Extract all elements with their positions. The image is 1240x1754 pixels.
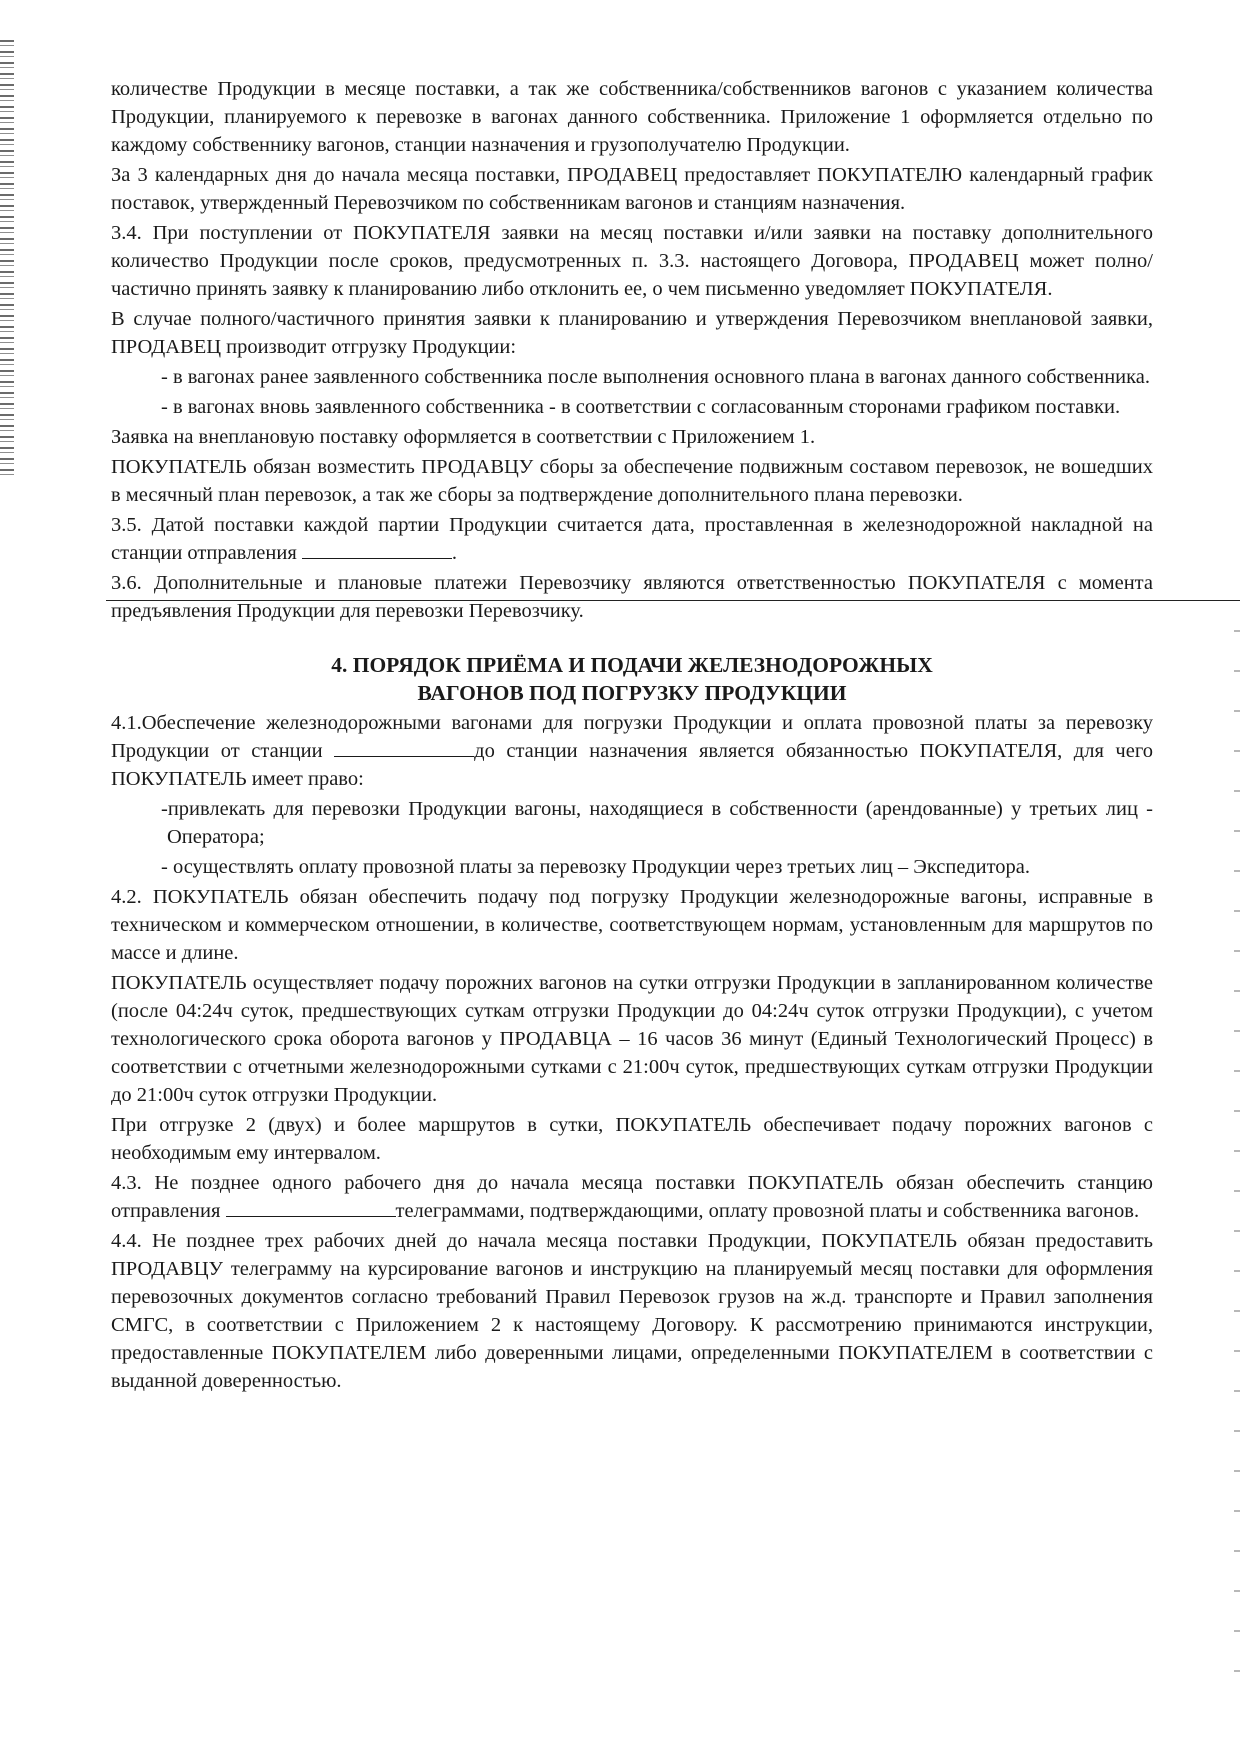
blank-field-departure-station-2 <box>226 1198 396 1217</box>
paragraph-3-6: 3.6. Дополнительные и плановые платежи Перевозчику являются ответственностью ПОКУПАТЕЛЯ с момента предъявления Продукции для перевозки Перевозчику. <box>111 572 1153 622</box>
paragraph-delivery-schedule: За 3 календарных дня до начала месяца поставки, ПРОДАВЕЦ предоставляет ПОКУПАТЕЛЮ календарный график поставок, утвержденный Перевозчиком по собственникам вагонов и станциям назначения. <box>111 164 1153 214</box>
paragraph-4-1-text: 4.1.Обеспечение железнодорожными вагонами для погрузки Продукции и оплата провозной платы за перевозку Продукции от станции <box>111 712 1153 762</box>
paragraph-4-3-text-end: телеграммами, подтверждающими, оплату провозной платы и собственника вагонов. <box>395 1200 1140 1222</box>
paragraph-3-5-end: . <box>451 542 458 564</box>
paragraph-fees-compensation: ПОКУПАТЕЛЬ обязан возместить ПРОДАВЦУ сборы за обеспечение подвижным составом перевозок, не вошедших в месячный план перевозок, а так же сборы за подтверждение дополнительного плана перевозки. <box>111 456 1153 506</box>
scan-artifact-right <box>1234 630 1240 1690</box>
list-item-forwarder: - осуществлять оплату провозной платы за перевозку Продукции через третьих лиц – Экспедитора. <box>161 856 1030 878</box>
paragraph-4-1 <box>111 709 1153 793</box>
paragraph-3-5-text: 3.5. Датой поставки каждой партии Продукции считается дата, проставленная в железнодорожной накладной на станции отправления <box>111 514 1153 564</box>
list-item-operator: -привлекать для перевозки Продукции вагоны, находящиеся в собственности (арендованные) у третьих лиц - Оператора; <box>161 798 1153 848</box>
section-4-heading-line-2: ВАГОНОВ ПОД ПОГРУЗКУ ПРОДУКЦИИ <box>417 681 847 705</box>
blank-field-station <box>334 738 474 757</box>
section-4-heading <box>111 651 1153 707</box>
paragraph-4-3 <box>111 1169 1153 1225</box>
paragraph-3-4: 3.4. При поступлении от ПОКУПАТЕЛЯ заявки на месяц поставки и/или заявки на поставку дополнительного количество Продукции после сроков, предусмотренных п. 3.3. настоящего Договора, ПРОДАВЕЦ может полно/частично принять заявку к планированию либо отклонить ее, о чем письменно уведомляет ПОКУПАТЕЛЯ. <box>111 222 1153 300</box>
paragraph-appendix-1: количестве Продукции в месяце поставки, а так же собственника/собственников вагонов с указанием количества Продукции, планируемого к перевозке в вагонах данного собственника. Приложение 1 оформляется отдельно по каждому собственнику вагонов, станции назначения и грузополучателю Продукции. <box>111 78 1153 156</box>
paragraph-4-2-interval: При отгрузке 2 (двух) и более маршрутов в сутки, ПОКУПАТЕЛЬ обеспечивает подачу порожних вагонов с необходимым ему интервалом. <box>111 1114 1153 1164</box>
document-body <box>111 75 1153 1397</box>
paragraph-4-4: 4.4. Не позднее трех рабочих дней до начала месяца поставки Продукции, ПОКУПАТЕЛЬ обязан предоставить ПРОДАВЦУ телеграмму на курсирование вагонов и инструкцию на планируемый месяц поставки для оформления перевозочных документов согласно требований Правил Перевозок грузов на ж.д. транспорте и Правил заполнения СМГС, в соответствии с Приложением 2 к настоящему Договору. К рассмотрению принимаются инструкции, предоставленные ПОКУПАТЕЛЕМ либо доверенными лицами, определенными ПОКУПАТЕЛЕМ в соответствии с выданной доверенностью. <box>111 1230 1153 1392</box>
list-item-previous-owner: - в вагонах ранее заявленного собственника после выполнения основного плана в вагонах данного собственника. <box>161 366 1151 388</box>
section-4-heading-line-1: 4. ПОРЯДОК ПРИЁМА И ПОДАЧИ ЖЕЛЕЗНОДОРОЖНЫХ <box>331 653 933 677</box>
blank-field-departure-station <box>302 540 452 559</box>
paragraph-unplanned-request: Заявка на внеплановую поставку оформляется в соответствии с Приложением 1. <box>111 426 816 448</box>
paragraph-4-3-text: 4.3. Не позднее одного рабочего дня до начала месяца поставки ПОКУПАТЕЛЬ обязан обеспечить станцию отправления <box>111 1172 1153 1222</box>
paragraph-3-4-acceptance: В случае полного/частичного принятия заявки к планированию и утверждения Перевозчиком внеплановой заявки, ПРОДАВЕЦ производит отгрузку Продукции: <box>111 308 1153 358</box>
paragraph-4-1-text-end: до станции назначения является обязанностью ПОКУПАТЕЛЯ, для чего ПОКУПАТЕЛЬ имеет право: <box>111 740 1153 790</box>
scan-artifact-left <box>0 40 14 480</box>
paragraph-3-5 <box>111 511 1153 567</box>
list-item-new-owner: - в вагонах вновь заявленного собственника - в соответствии с согласованным сторонами графиком поставки. <box>161 396 1121 418</box>
paragraph-4-2: 4.2. ПОКУПАТЕЛЬ обязан обеспечить подачу под погрузку Продукции железнодорожные вагоны, исправные в техническом и коммерческом отношении, в количестве, соответствующем нормам, установленным для маршрутов по массе и длине. <box>111 886 1153 964</box>
paragraph-4-2-empty-wagons: ПОКУПАТЕЛЬ осуществляет подачу порожних вагонов на сутки отгрузки Продукции в запланированном количестве (после 04:24ч суток, предшествующих суткам отгрузки Продукции до 04:24ч суток отгрузки Продукции), с учетом технологического срока оборота вагонов у ПРОДАВЦА – 16 часов 36 минут (Единый Технологический Процесс) в соответствии с отчетными железнодорожными сутками с 21:00ч суток, предшествующих суткам отгрузки Продукции до 21:00ч суток отгрузки Продукции. <box>111 972 1153 1106</box>
